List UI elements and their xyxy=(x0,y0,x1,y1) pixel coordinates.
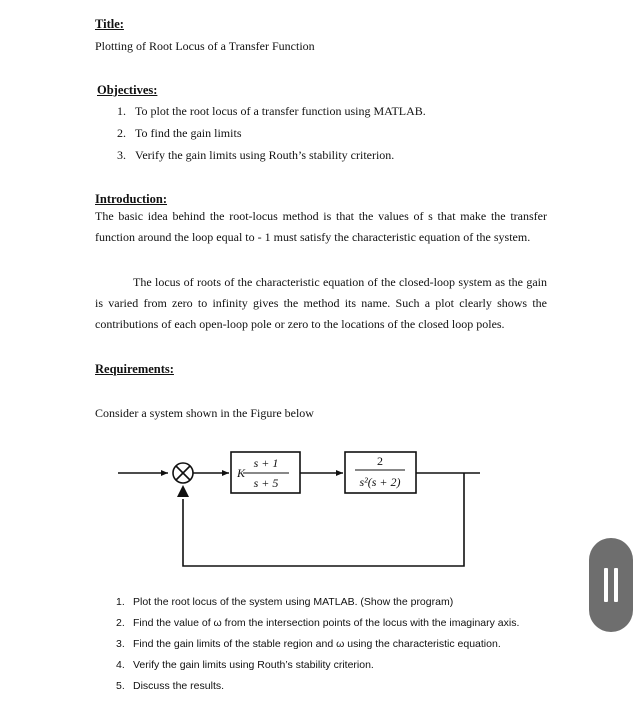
objective-item: 3. Verify the gain limits using Routh’s stability criterion. xyxy=(117,148,395,162)
pause-icon xyxy=(614,568,618,602)
title-label: Title: xyxy=(95,17,124,31)
requirement-item: 5. Discuss the results. xyxy=(116,680,225,692)
requirement-item: 3. Find the gain limits of the stable region and ω using the characteristic equation. xyxy=(116,638,501,650)
pause-button[interactable] xyxy=(589,538,633,632)
figure-intro-text: Consider a system shown in the Figure below xyxy=(95,406,314,420)
feedback-path xyxy=(183,473,464,566)
controller-numerator: s + 1 xyxy=(253,456,279,470)
objectives-heading: Objectives: xyxy=(97,83,158,97)
requirement-item: 4. Verify the gain limits using Routh’s stability criterion. xyxy=(116,659,374,671)
introduction-heading: Introduction: xyxy=(95,192,168,206)
introduction-paragraph-2: The locus of roots of the characteristic equation of the closed-loop system as the gain is varied from zero to infinity gives the method its name. Such a plot clearly shows the contributions of each open-loop pole or zero to the locations of the closed loop poles. xyxy=(95,275,547,331)
document-title: Plotting of Root Locus of a Transfer Function xyxy=(95,39,315,53)
plant-numerator: 2 xyxy=(377,454,383,468)
feedback-arrow xyxy=(177,485,189,497)
objective-item: 1. To plot the root locus of a transfer function using MATLAB. xyxy=(117,104,426,118)
requirement-item: 1. Plot the root locus of the system using MATLAB. (Show the program) xyxy=(116,596,454,608)
objective-item: 2. To find the gain limits xyxy=(117,126,242,140)
introduction-paragraph-1: The basic idea behind the root-locus method is that the values of s that make the transfer function around the loop equal to - 1 must satisfy the characteristic equation of the system. xyxy=(95,209,547,244)
controller-gain: K xyxy=(237,466,246,480)
requirement-item: 2. Find the value of ω from the intersection points of the locus with the imaginary axis. xyxy=(116,617,520,629)
plant-denominator: s²(s + 2) xyxy=(359,475,401,489)
requirements-list xyxy=(116,596,519,701)
controller-denominator: s + 5 xyxy=(253,476,279,490)
pause-icon xyxy=(604,568,608,602)
requirements-heading: Requirements: xyxy=(95,362,174,376)
